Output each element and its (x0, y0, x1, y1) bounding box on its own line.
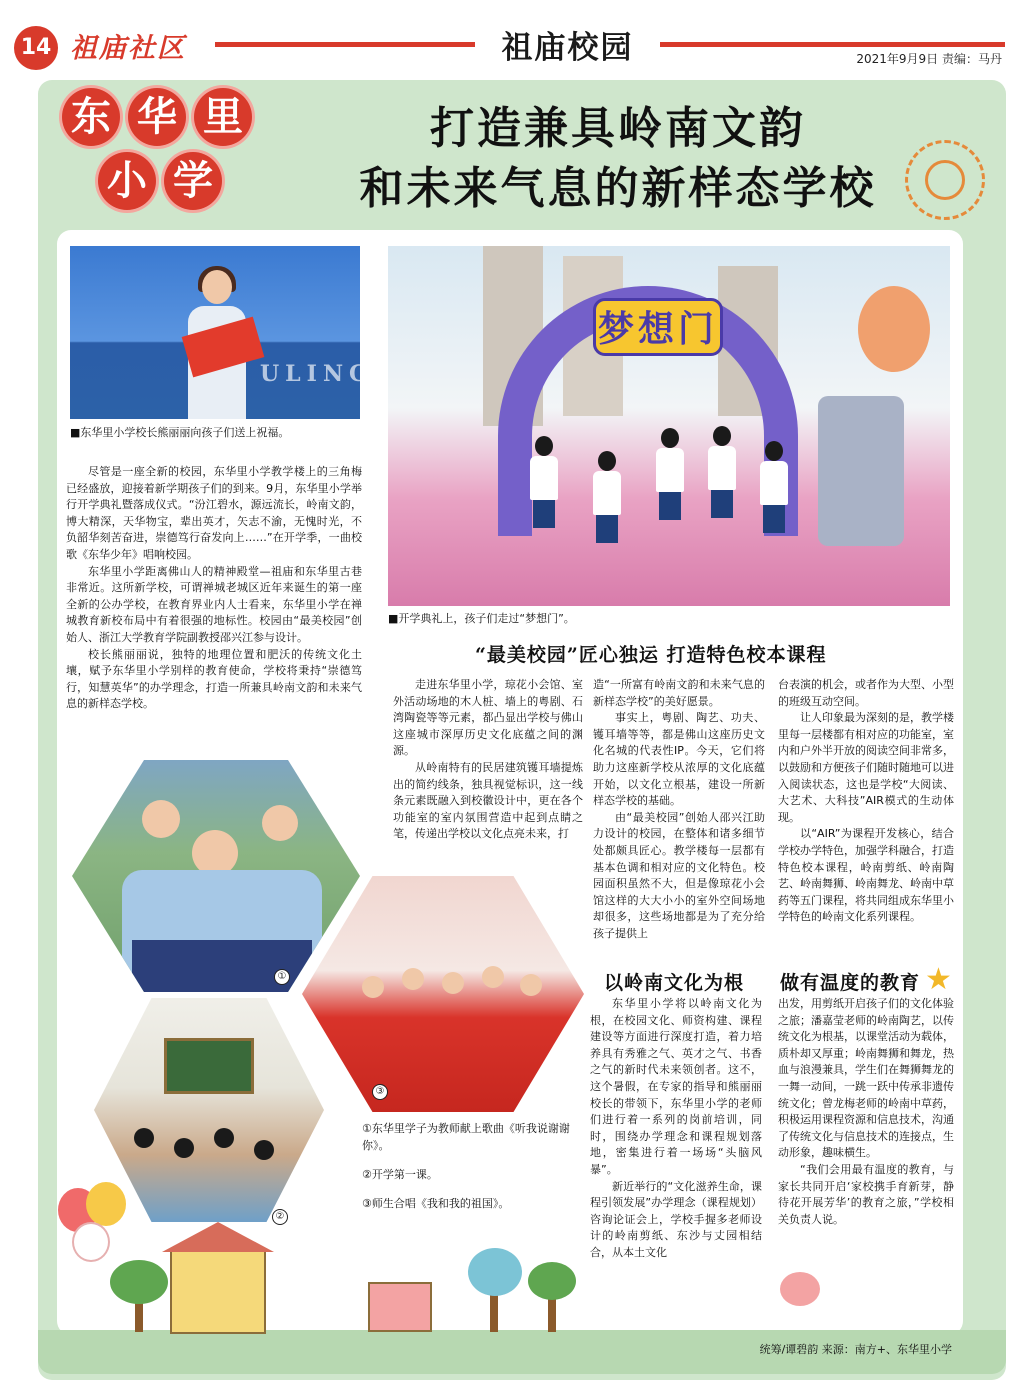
roof-decoration (162, 1222, 274, 1252)
hot-air-balloon (858, 286, 930, 372)
house-decoration (170, 1250, 266, 1334)
school-name-char: 华 (128, 88, 186, 146)
paragraph: 新近举行的“文化滋养生命，课程引领发展”办学理念（课程规划）咨询论证会上，学校手握多老师设计的岭南剪纸、东沙与丈园相结合，从本土文化 (590, 1179, 762, 1259)
student-figure (656, 428, 684, 528)
paragraph: 尽管是一座全新的校园，东华里小学教学楼上的三角梅已经盛放，迎接着新学期孩子们的到来。9月，东华里小学举行开学典礼暨落成仪式。“汾江碧水，源远流长，岭南文韵，博大精深，天华物宝，辈出英才，矢志不渝，无愧时光，不负韶华刻苦奋进，崇德笃行奋发向上……”在开学季，一曲校歌《东华少年》唱响校园。 (66, 465, 362, 561)
paragraph: 东华里小学距离佛山人的精神殿堂—祖庙和东华里古巷非常近。这所新学校，可谓禅城老城区近年来诞生的第一座全新的公办学校，在教育界业内人士看来，东华里小学在禅城教育新校布局中有着很强的地标性。校园由“最美校园”创始人、浙江大学教育学院副教授邵兴江参与设计。 (66, 564, 362, 644)
paragraph: 走进东华里小学，琼花小会馆、室外活动场地的木人桩、墙上的粤剧、石湾陶瓷等等元素，都凸显出学校与佛山这座城市深厚历史文化底蕴之间的渊源。 (393, 678, 583, 758)
photo-caption: ③师生合唱《我和我的祖国》。 (362, 1197, 510, 1210)
star-decoration: ★ (925, 962, 952, 997)
paragraph: 造“一所富有岭南文韵和未来气息的新样态学校”的美好愿景。 (593, 678, 765, 708)
paragraph: 由“最美校园”创始人邵兴江助力设计的校园，在整体和诸多细节处都颇具匠心。教学楼每一层都有基本色调和相对应的文化特色。校园面积虽然不大，但是像琼花小会馆这样的大大小小的室外空间场地却很多，这些场地都是为了充分给孩子提供上 (593, 810, 765, 940)
photo-caption: ②开学第一课。 (362, 1168, 438, 1181)
dateline: 2021年9月9日 责编：马丹 (856, 52, 1002, 66)
tree-trunk (490, 1290, 498, 1332)
paragraph: “我们会用最有温度的教育，与家长共同开启‘家校携手育新芽，静待花开展芳华’的教育之旅，”学校相关负责人说。 (778, 1162, 954, 1226)
section-heading-left: 以岭南文化为根 (604, 972, 745, 994)
paragraph: 从岭南特有的民居建筑镬耳墙提炼出的简约线条，独具视觉标识，这一线条元素既融入到校徽设计中，更在各个功能室的室内氛围营造中起到点睛之笔，传递出学校以文化点亮未来，打 (393, 760, 583, 841)
dream-gate-sign: 梦想门 (593, 298, 723, 356)
dream-gate-photo-caption: ■开学典礼上，孩子们走过“梦想门”。 (388, 612, 575, 625)
principal-photo (70, 246, 374, 419)
headline-line-2: 和未来气息的新样态学校 (359, 163, 877, 214)
photo-number: ③ (372, 1084, 388, 1100)
tree-decoration (528, 1262, 576, 1300)
school-name-char: 东 (62, 88, 120, 146)
backdrop-text: ULING (260, 361, 374, 387)
column-name: 祖庙社区 (70, 33, 186, 64)
header-rule-left (215, 42, 475, 47)
header-rule-right (660, 42, 1005, 47)
page-header (0, 0, 1024, 80)
student-figure (760, 441, 788, 541)
headline-line-1: 打造兼具岭南文韵 (430, 103, 806, 154)
student-figure (530, 436, 558, 536)
paragraph: 事实上，粤剧、陶艺、功夫、镬耳墙等等，都是佛山这座历史文化名城的代表性IP。今天，它们将助力这座新学校从浓厚的文化底蕴开始，以文化立根基，建设一所新样态学校的基础。 (593, 711, 765, 808)
paragraph: 出发，用剪纸开启孩子们的文化体验之旅；潘嘉莹老师的岭南陶艺，以传统文化为根基，以课堂活动为载体，质朴却又厚重；岭南舞狮和舞龙，热血与浪漫兼具，学生们在舞狮舞龙的一舞一动间，一跳一跃中传承非遗传统文化；曾龙梅老师的岭南中草药，积极运用课程资源和信息技术，沟通了传统文化与信息技术的连接点，生动形象，趣味横生。 (778, 997, 954, 1160)
section2-column-2 (778, 996, 954, 1228)
section1-column-3 (778, 677, 954, 926)
section1-column-2 (593, 677, 765, 943)
paragraph: 让人印象最为深刻的是，教学楼里每一层楼都有相对应的功能室，室内和户外半开放的阅读空间非常多，以鼓励和方便孩子们随时随地可以进入阅读状态，这也是学校“大阅读、大艺术、大科技”AIR模式的生动体现。 (778, 711, 954, 824)
school-name-char: 里 (194, 88, 252, 146)
paragraph: 东华里小学将以岭南文化为根，在校园文化、师资构建、课程建设等方面进行深度打造，着力培养具有秀雅之气、英才之气、书香之气的新时代未来领创者。这不，这个暑假，在专家的指导和熊丽丽校长的带领下，东华里小学的老师们进行着一系列的岗前培训，同时，围绕办学理念和课程规划落地，密集进行着一场场“头脑风暴”。 (590, 997, 762, 1176)
tree-decoration (110, 1260, 168, 1304)
credits: 统筹/谭碧韵 来源：南方+、东华里小学 (759, 1343, 952, 1356)
student-figure (593, 451, 621, 551)
balloon-decoration (72, 1222, 110, 1262)
photo-caption: ①东华里学子为教师献上歌曲《听我说谢谢你》。 (362, 1122, 570, 1152)
section-name: 祖庙校园 (501, 30, 634, 66)
section1-column-1 (393, 677, 583, 843)
paragraph: 校长熊丽丽说，独特的地理位置和肥沃的传统文化土壤，赋予东华里小学别样的教育使命，学校将秉持“崇德笃行，知慧英华”的办学理念，打造一所兼具岭南文韵和未来气息的新样态学校。 (66, 647, 362, 711)
section2-column-1 (590, 996, 762, 1262)
principal-photo-caption: ■东华里小学校长熊丽丽向孩子们送上祝福。 (70, 426, 290, 439)
photo-number: ② (272, 1209, 288, 1225)
house-decoration (368, 1282, 432, 1332)
robot-figure (818, 396, 904, 546)
photo-number: ① (274, 969, 290, 985)
paragraph: 台表演的机会，或者作为大型、小型的班级互动空间。 (778, 678, 954, 708)
school-name-char: 学 (164, 152, 222, 210)
student-figure (708, 426, 736, 526)
tree-decoration (468, 1248, 522, 1296)
dream-gate-photo (388, 246, 950, 606)
school-name-char: 小 (98, 152, 156, 210)
intro-article (66, 464, 362, 713)
section-heading: “最美校园”匠心独运 打造特色校本课程 (475, 644, 827, 666)
paragraph: 以“AIR”为课程开发核心，结合学校办学特色，加强学科融合，打造特色校本课程，岭南剪纸、岭南陶艺、岭南舞狮、岭南舞龙、岭南中草药等五门课程，将共同组成东华里小学特色的岭南文化系列课程。 (778, 827, 954, 924)
page-number: 14 (14, 26, 58, 70)
tree-decoration (780, 1272, 820, 1306)
section-heading-right: 做有温度的教育 (780, 972, 921, 994)
balloon-decoration (86, 1182, 126, 1226)
hex-photo-captions (362, 1120, 577, 1224)
